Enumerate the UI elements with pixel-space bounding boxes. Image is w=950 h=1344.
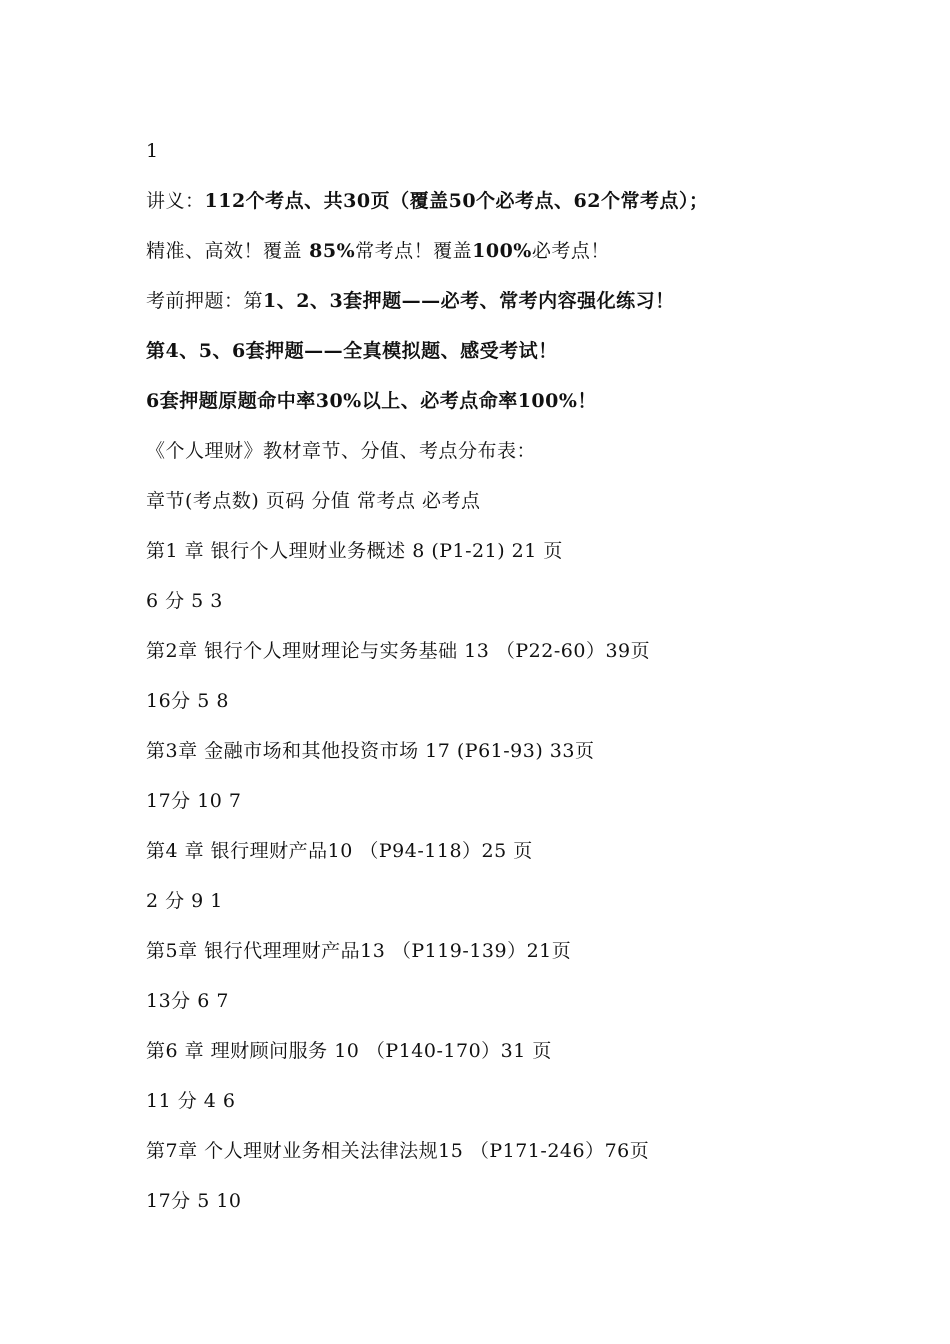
chapter-3-line [146,736,846,786]
chapter-7-values: 17分 5 10 [146,1190,242,1212]
precision-percent-required: 100% [472,240,532,262]
chapter-2-values: 16分 5 8 [146,690,229,712]
chapter-5-title: 第5章 银行代理理财产品13 （P119-139）21页 [146,940,572,962]
precision-line [146,236,846,286]
chapter-1-stats [146,586,846,636]
handout-line [146,186,846,236]
table-title [146,436,846,486]
chapter-1-line [146,536,846,586]
exam-sets-line [146,286,846,336]
hit-rate: 6套押题原题命中率30%以上、必考点命率100%！ [146,390,597,412]
exam-prefix: 考前押题：第 [146,290,264,312]
chapter-2-title: 第2章 银行个人理财理论与实务基础 13 （P22-60）39页 [146,640,651,662]
chapter-7-line [146,1136,846,1186]
chapter-7-stats [146,1186,846,1236]
chapter-1-title: 第1 章 银行个人理财业务概述 8 (P1-21) 21 页 [146,540,563,562]
exam-sets-456: 第4、5、6套押题——全真模拟题、感受考试！ [146,340,558,362]
exam-sets-123: 1、2、3套押题——必考、常考内容强化练习！ [263,290,675,312]
hit-rate-line [146,386,846,436]
chapter-3-stats [146,786,846,836]
chapter-6-line [146,1036,846,1086]
table-header-text: 章节(考点数) 页码 分值 常考点 必考点 [146,490,481,512]
chapter-6-stats [146,1086,846,1136]
exam-sets-456-line [146,336,846,386]
precision-percent-common: 85% [302,240,356,262]
chapter-6-title: 第6 章 理财顾问服务 10 （P140-170）31 页 [146,1040,552,1062]
chapter-2-line [146,636,846,686]
handout-prefix: 讲义： [146,190,205,212]
handout-details: 112个考点、共30页（覆盖50个必考点、62个常考点）； [204,190,709,212]
chapter-2-stats [146,686,846,736]
chapter-1-values: 6 分 5 3 [146,590,223,612]
table-title-text: 《个人理财》教材章节、分值、考点分布表： [146,440,537,462]
precision-suffix: 必考点！ [531,240,610,262]
chapter-4-title: 第4 章 银行理财产品10 （P94-118）25 页 [146,840,533,862]
chapter-6-values: 11 分 4 6 [146,1090,236,1112]
chapter-4-values: 2 分 9 1 [146,890,223,912]
chapter-7-title: 第7章 个人理财业务相关法律法规15 （P171-246）76页 [146,1140,650,1162]
document-body [146,136,846,1236]
chapter-3-title: 第3章 金融市场和其他投资市场 17 (P61-93) 33页 [146,740,595,762]
table-header [146,486,846,536]
page-number-text: 1 [146,140,159,162]
chapter-5-line [146,936,846,986]
chapter-5-values: 13分 6 7 [146,990,229,1012]
chapter-4-stats [146,886,846,936]
chapter-4-line [146,836,846,886]
precision-middle: 常考点！覆盖 [355,240,473,262]
chapter-3-values: 17分 10 7 [146,790,242,812]
page-number [146,136,846,186]
chapter-5-stats [146,986,846,1036]
precision-prefix: 精准、高效！覆盖 [146,240,303,262]
